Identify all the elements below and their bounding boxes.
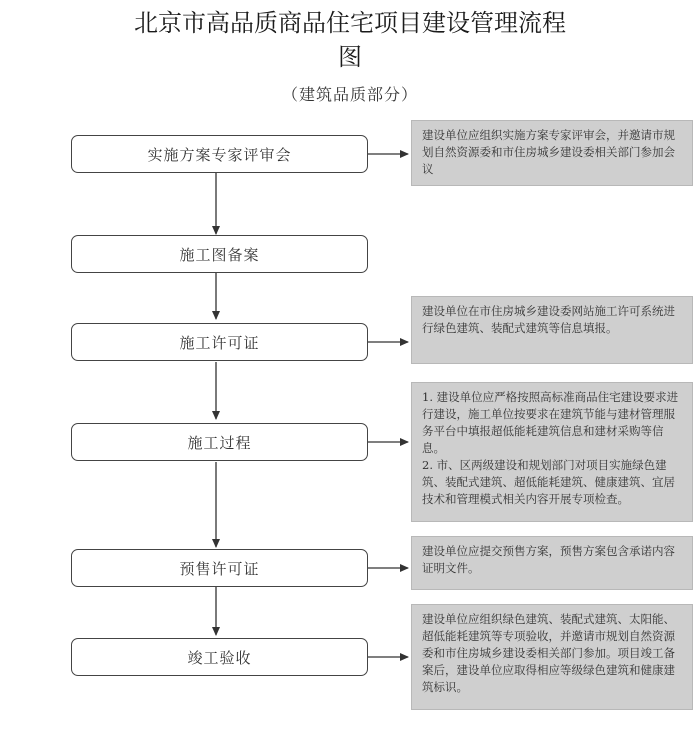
title-line-1: 北京市高品质商品住宅项目建设管理流程 [134, 9, 566, 37]
note-completion-acceptance: 建设单位应组织绿色建筑、装配式建筑、太阳能、超低能耗建筑等专项验收，并邀请市规划自然资源委和市住房城乡建设委相关部门参加。项目竣工备案后，建设单位应取得相应等级绿色建筑和健康建筑标识。 [411, 604, 693, 710]
note-expert-review: 建设单位应组织实施方案专家评审会，并邀请市规划自然资源委和市住房城乡建设委相关部门参加会议 [411, 120, 693, 186]
step-expert-review: 实施方案专家评审会 [71, 135, 368, 173]
step-presale-permit: 预售许可证 [71, 549, 368, 587]
subtitle: （建筑品质部分） [281, 85, 418, 104]
step-drawing-filing: 施工图备案 [71, 235, 368, 273]
title-line-2: 图 [338, 43, 362, 71]
note-presale-permit: 建设单位应提交预售方案，预售方案包含承诺内容证明文件。 [411, 536, 693, 590]
note-construction-permit: 建设单位在市住房城乡建设委网站施工许可系统进行绿色建筑、装配式建筑等信息填报。 [411, 296, 693, 364]
step-construction-process: 施工过程 [71, 423, 368, 461]
note-construction-process: 1. 建设单位应严格按照高标准商品住宅建设要求进行建设，施工单位按要求在建筑节能与建材管理服务平台中填报超低能耗建筑信息和建材采购等信息。 2. 市、区两级建设和规划部门对项目实施绿色建筑、装配式建筑、超低能耗建筑、健康建筑、宜居技术和管理模式相关内容开展专项检查。 [411, 382, 693, 522]
step-completion-acceptance: 竣工验收 [71, 638, 368, 676]
step-construction-permit: 施工许可证 [71, 323, 368, 361]
